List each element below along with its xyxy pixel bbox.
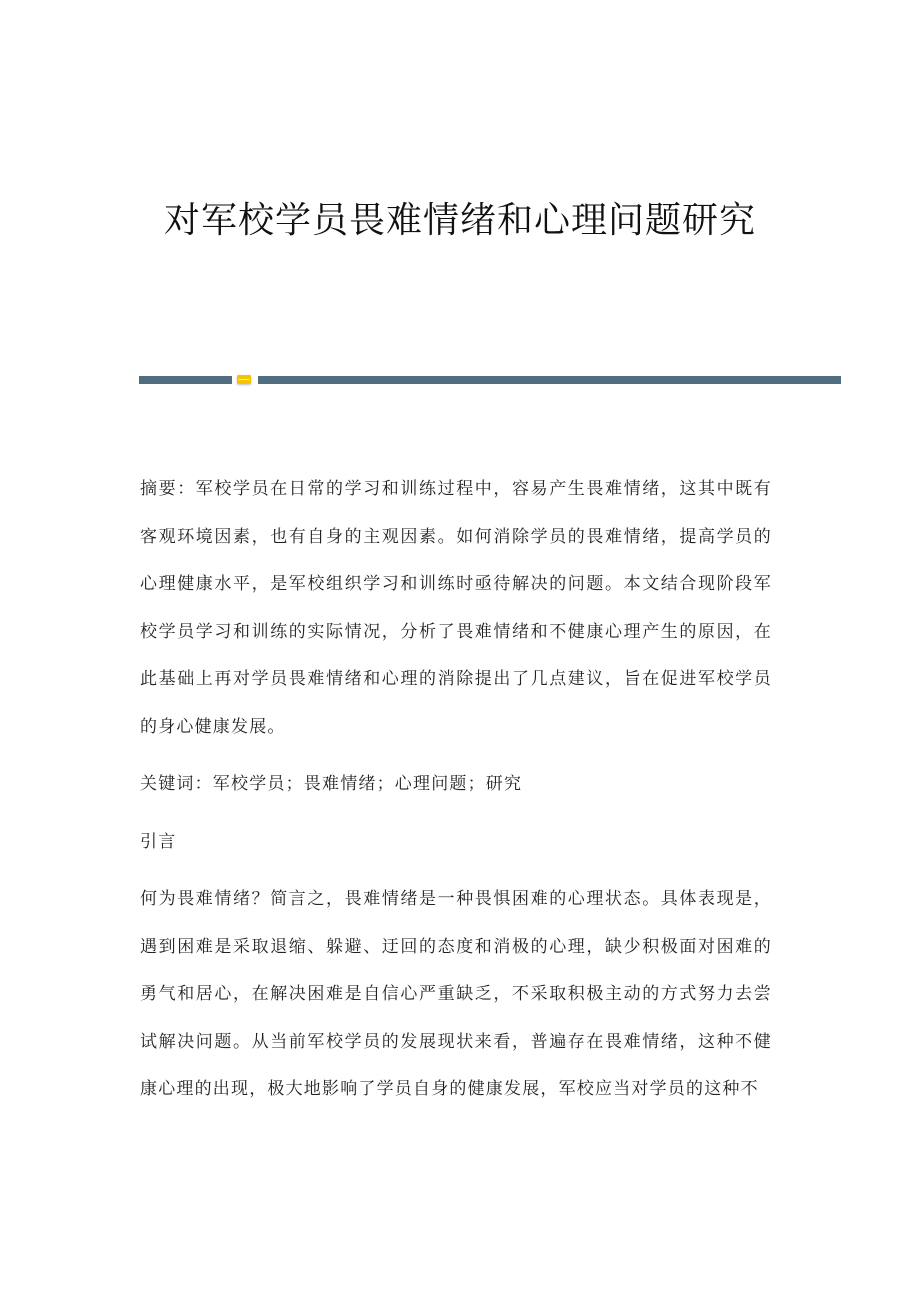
keywords-line: 关键词：军校学员；畏难情绪；心理问题；研究 — [140, 774, 523, 794]
document-title: 对军校学员畏难情绪和心理问题研究 — [163, 200, 756, 241]
abstract-paragraph: 摘要：军校学员在日常的学习和训练过程中，容易产生畏难情绪，这其中既有客观环境因素，也有自身的主观因素。如何消除学员的畏难情绪，提高学员的心理健康水平，是军校组织学习和训练时亟待解决的问题。本文结合现阶段军校学员学习和训练的实际情况，分析了畏难情绪和不健康心理产生的原因，在此基础上再对学员畏难情绪和心理的消除提出了几点建议，旨在促进军校学员的身心健康发展。 — [140, 479, 772, 737]
title-divider — [139, 375, 841, 385]
page-marker-icon — [237, 375, 251, 384]
divider-bar-left — [139, 376, 232, 384]
document-body — [140, 466, 772, 1114]
section-heading: 引言 — [140, 831, 177, 852]
divider-bar-right — [258, 376, 841, 384]
intro-paragraph: 何为畏难情绪？简言之，畏难情绪是一种畏惧困难的心理状态。具体表现是，遇到困难是采取退缩、躲避、迂回的态度和消极的心理，缺少积极面对困难的勇气和居心，在解决困难是自信心严重缺乏，不采取积极主动的方式努力去尝试解决问题。从当前军校学员的发展现状来看，普遍存在畏难情绪，这种不健康心理的出现，极大地影响了学员自身的健康发展，军校应当对学员的这种不 — [140, 889, 772, 1099]
